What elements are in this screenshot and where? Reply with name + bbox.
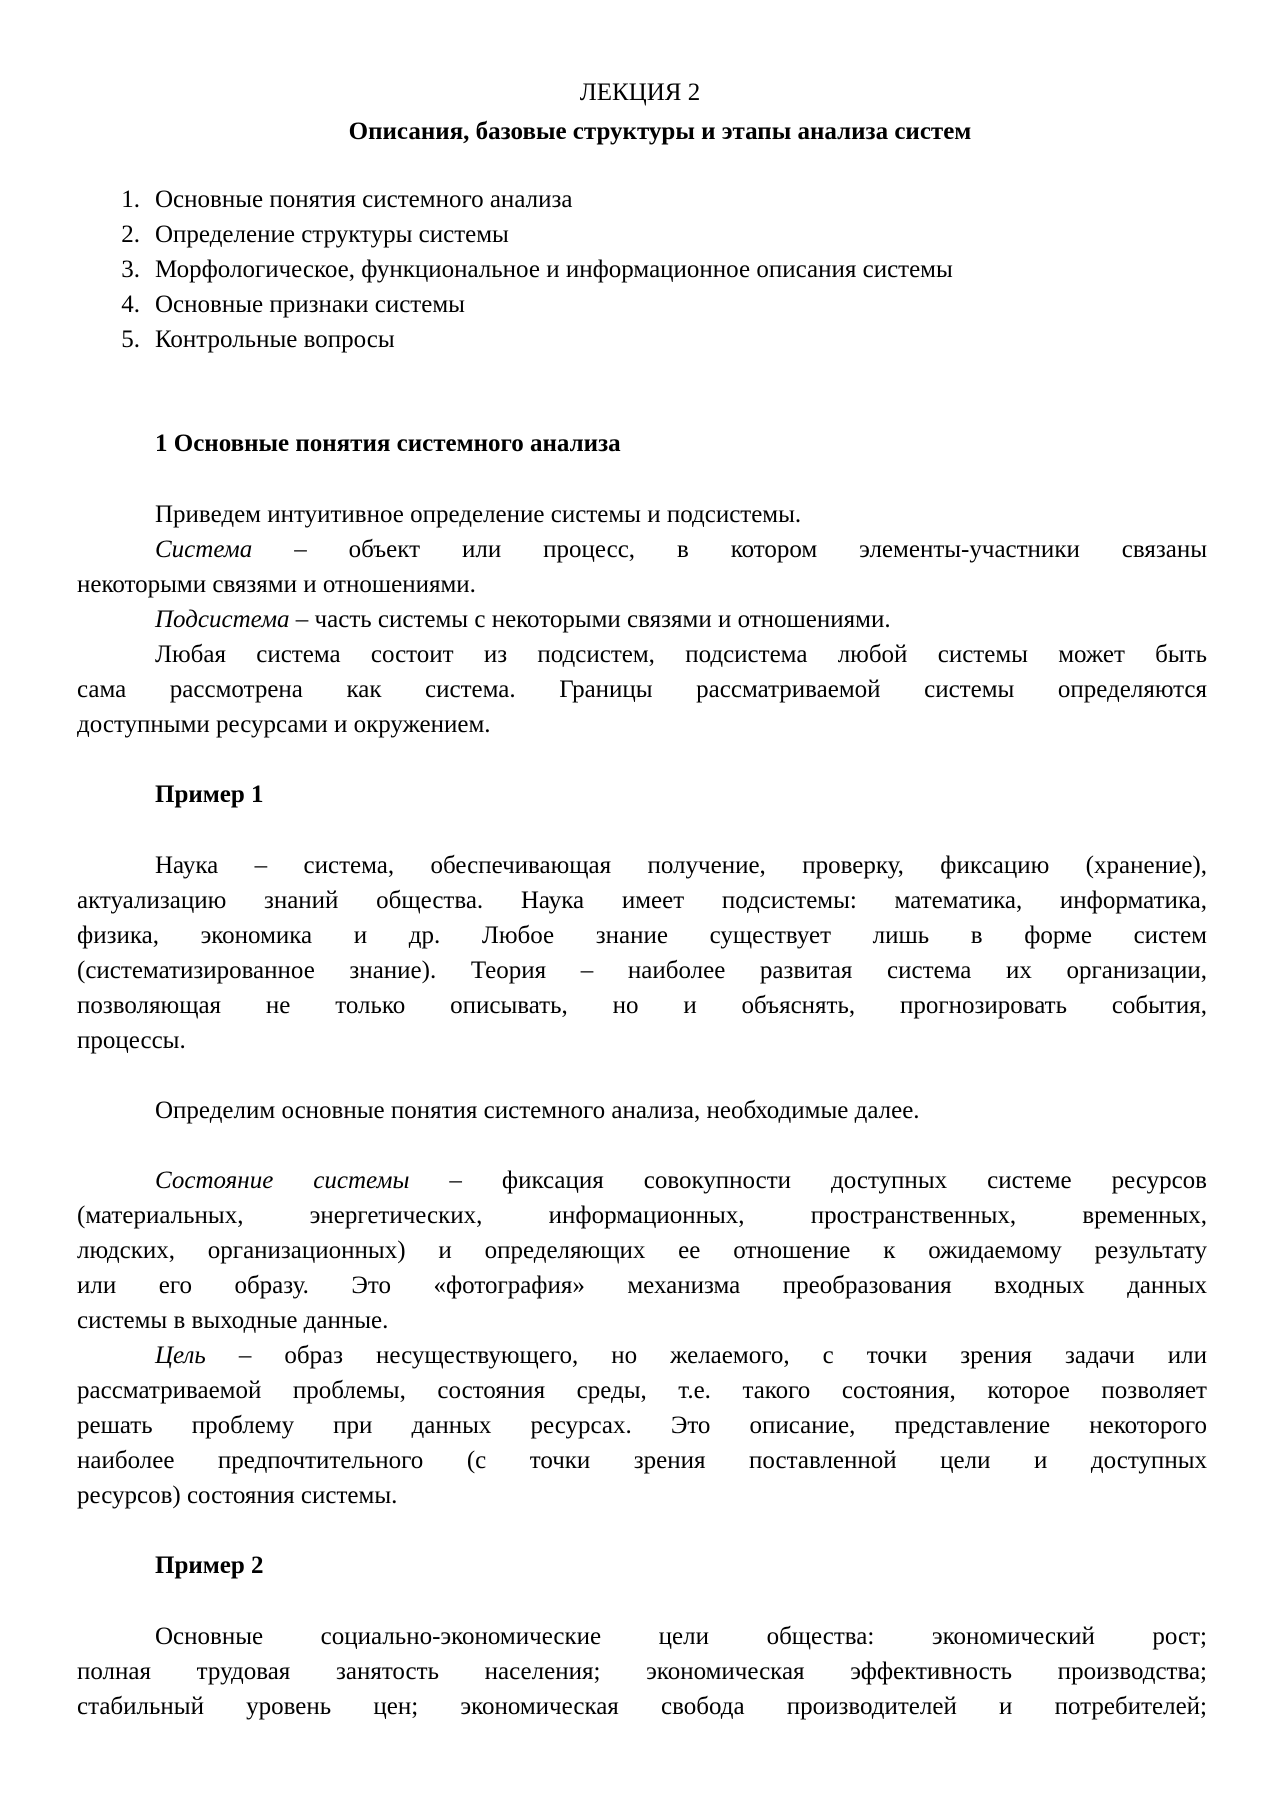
paragraph-line: Определим основные понятия системного анализа, необходимые далее. [155, 1097, 920, 1124]
definition-state [77, 1168, 1207, 1193]
paragraph-line: сама рассмотрена как система. Границы рассматриваемой системы определяются [77, 676, 1207, 703]
lecture-label: ЛЕКЦИЯ 2 [579, 79, 701, 106]
paragraph-line: актуализацию знаний общества. Наука имеет подсистемы: математика, информатика, [77, 887, 1207, 914]
paragraph-line: Приведем интуитивное определение системы и подсистемы. [155, 501, 802, 528]
paragraph-line: или его образу. Это «фотография» механизма преобразования входных данных [77, 1272, 1207, 1299]
toc-item-number: 3. [121, 256, 140, 283]
paragraph-line: Основные социально-экономические цели общества: экономический рост; [155, 1623, 1207, 1650]
paragraph-line: физика, экономика и др. Любое знание существует лишь в форме систем [77, 922, 1207, 949]
toc-item-number: 4. [121, 291, 140, 318]
paragraph-line: Наука – система, обеспечивающая получение, проверку, фиксацию (хранение), [155, 852, 1207, 879]
term-state: Состояние системы [155, 1167, 410, 1194]
paragraph-line: доступными ресурсами и окружением. [77, 711, 491, 738]
example-heading: Пример 1 [155, 781, 264, 808]
paragraph-line: некоторыми связями и отношениями. [77, 571, 476, 598]
toc-item-text: Определение структуры системы [155, 221, 509, 248]
paragraph-line: ресурсов) состояния системы. [77, 1482, 398, 1509]
toc-item-text: Морфологическое, функциональное и информационное описания системы [155, 256, 953, 283]
paragraph-line: рассматриваемой проблемы, состояния среды, т.е. такого состояния, которое позволяет [77, 1377, 1207, 1404]
paragraph-line: (систематизированное знание). Теория – наиболее развитая система их организации, [77, 957, 1207, 984]
toc-item-text: Контрольные вопросы [155, 326, 395, 353]
paragraph-line: наиболее предпочтительного (с точки зрения поставленной цели и доступных [77, 1447, 1207, 1474]
definition-subsystem [155, 607, 891, 632]
lecture-title: Описания, базовые структуры и этапы анализа систем [348, 118, 972, 145]
paragraph-line: Любая система состоит из подсистем, подсистема любой системы может быть [155, 641, 1207, 668]
paragraph-line: процессы. [77, 1027, 186, 1054]
paragraph-line: позволяющая не только описывать, но и объяснять, прогнозировать события, [77, 992, 1207, 1019]
section-heading: 1 Основные понятия системного анализа [155, 430, 621, 457]
paragraph-line: людских, организационных) и определяющих ее отношение к ожидаемому результату [77, 1237, 1207, 1264]
paragraph-line: системы в выходные данные. [77, 1307, 389, 1334]
definition-text: – образ несуществующего, но желаемого, с точки зрения задачи или [238, 1342, 1207, 1369]
toc-item-number: 1. [121, 186, 140, 213]
definition-system [77, 537, 1207, 562]
term-subsystem: Подсистема [155, 606, 290, 633]
term-system: Система [155, 536, 253, 563]
definition-text: – объект или процесс, в котором элементы-участники связаны [294, 536, 1207, 563]
paragraph-line: стабильный уровень цен; экономическая свобода производителей и потребителей; [77, 1693, 1207, 1720]
paragraph-line: (материальных, энергетических, информационных, пространственных, временных, [77, 1202, 1207, 1229]
toc-item-number: 2. [121, 221, 140, 248]
paragraph-line: полная трудовая занятость населения; экономическая эффективность производства; [77, 1658, 1207, 1685]
example-heading: Пример 2 [155, 1552, 264, 1579]
definition-goal [77, 1343, 1207, 1368]
toc-item-number: 5. [121, 326, 140, 353]
definition-text: – фиксация совокупности доступных системе ресурсов [449, 1167, 1207, 1194]
toc-item-text: Основные признаки системы [155, 291, 465, 318]
term-goal: Цель [155, 1342, 206, 1369]
toc-item-text: Основные понятия системного анализа [155, 186, 573, 213]
definition-text: – часть системы с некоторыми связями и отношениями. [295, 606, 891, 633]
paragraph-line: решать проблему при данных ресурсах. Это описание, представление некоторого [77, 1412, 1207, 1439]
